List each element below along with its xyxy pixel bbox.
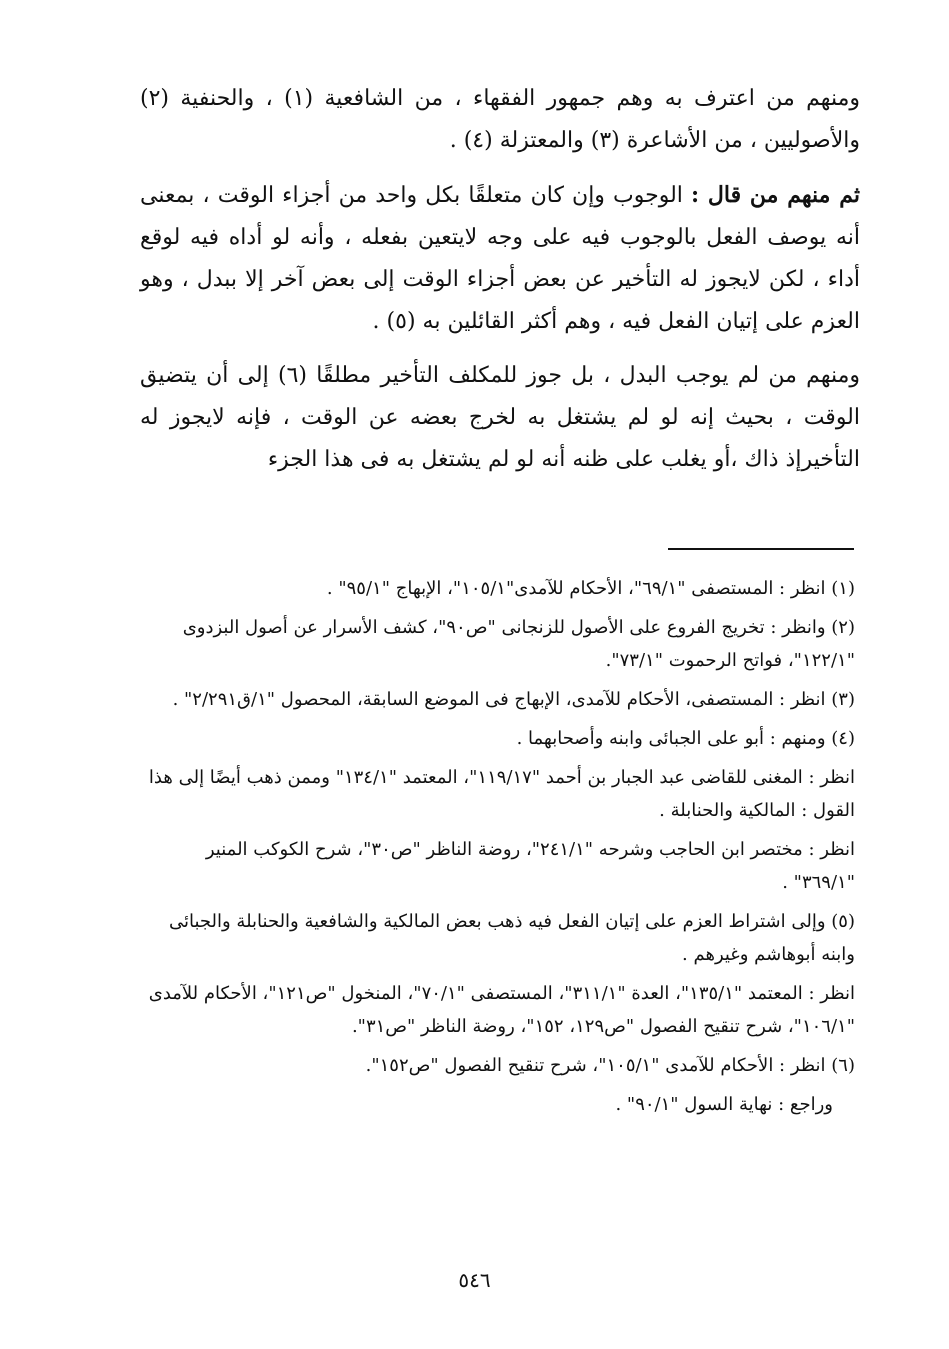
paragraph-3: ومنهم من لم يوجب البدل ، بل جوز للمكلف التأخير مطلقًا (٦) إلى أن يتضيق الوقت ، بحيث إنه لو لم يشتغل به لخرج بعضه عن الوقت ، فإنه لايجوز له التأخيرإذ ذاك ،أو يغلب على ظنه أنه لو لم يشتغل به فى هذا الجزء (140, 363, 861, 472)
footnote-4: (٤) ومنهم : أبو على الجبائى وابنه وأصحابهما . (516, 728, 855, 749)
footnote-5: (٥) وإلى اشتراط العزم على إتيان الفعل فيه ذهب بعض المالكية والشافعية والحنابلة والجبائى وابنه أبوهاشم وغيرهم . (168, 911, 855, 965)
footnote-4-ref-1: انظر : المغنى للقاضى عبد الجبار بن أحمد "١١٩/١٧"، المعتمد "١٣٤/١" وممن ذهب أيضًا إلى هذا القول : المالكية والحنابلة . (148, 767, 855, 821)
footnote-separator (668, 548, 854, 550)
paragraph-2 (140, 174, 860, 343)
footnote-3: (٣) انظر : المستصفى، الأحكام للآمدى، الإبهاج فى الموضع السابقة، المحصول "١/ق٢/٢٩١" . (172, 689, 855, 710)
footnote-1: (١) انظر : المستصفى "٦٩/١"، الأحكام للآمدى"١٠٥/١"، الإبهاج "٩٥/١" . (326, 578, 855, 599)
footnote-6-ref: وراجع : نهاية السول "٩٠/١" . (615, 1094, 833, 1115)
footnote-4-ref-2: انظر : مختصر ابن الحاجب وشرحه "٢٤١/١"، روضة الناظر "ص٣٠"، شرح الكوكب المنير "٣٦٩/١" . (205, 839, 855, 893)
paragraph-1: ومنهم من اعترف به وهم جمهور الفقهاء ، من الشافعية (١) ، والحنفية (٢) والأصوليين ، من الأشاعرة (٣) والمعتزلة (٤) . (140, 86, 860, 153)
page-number: ٥٤٦ (458, 1268, 491, 1292)
paragraph-2-lead: ثم منهم من قال : (691, 182, 860, 208)
footnotes (140, 572, 855, 1127)
main-text (140, 78, 860, 493)
footnote-5-ref: انظر : المعتمد "١٣٥/١"، العدة "٣١١/١"، المستصفى "٧٠/١"، المنخول "ص١٢١"، الأحكام للآمدى "١٠٦/١"، شرح تنقيح الفصول "ص١٢٩، ١٥٢"، روضة الناظر "ص٣١". (148, 983, 855, 1037)
footnote-2: (٢) وانظر : تخريج الفروع على الأصول للزنجانى "ص٩٠"، كشف الأسرار عن أصول البزدوى "١٢٢/١"، فواتح الرحموت "٧٣/١". (182, 617, 855, 671)
footnote-6: (٦) انظر : الأحكام للآمدى "١٠٥/١"، شرح تنقيح الفصول "ص١٥٢". (365, 1055, 855, 1076)
paragraph-2-body: الوجوب وإن كان متعلقًا بكل واحد من أجزاء الوقت ، بمعنى أنه يوصف الفعل بالوجوب فيه على وجه لايتعين بفعله ، وأنه لو أداه فيه لوقع أداء ، لكن لايجوز له التأخير عن بعض أجزاء الوقت إلى بعض آخر إلا ببدل ، وهو العزم على إتيان الفعل فيه ، وهم أكثر القائلين به (٥) . (140, 183, 860, 334)
